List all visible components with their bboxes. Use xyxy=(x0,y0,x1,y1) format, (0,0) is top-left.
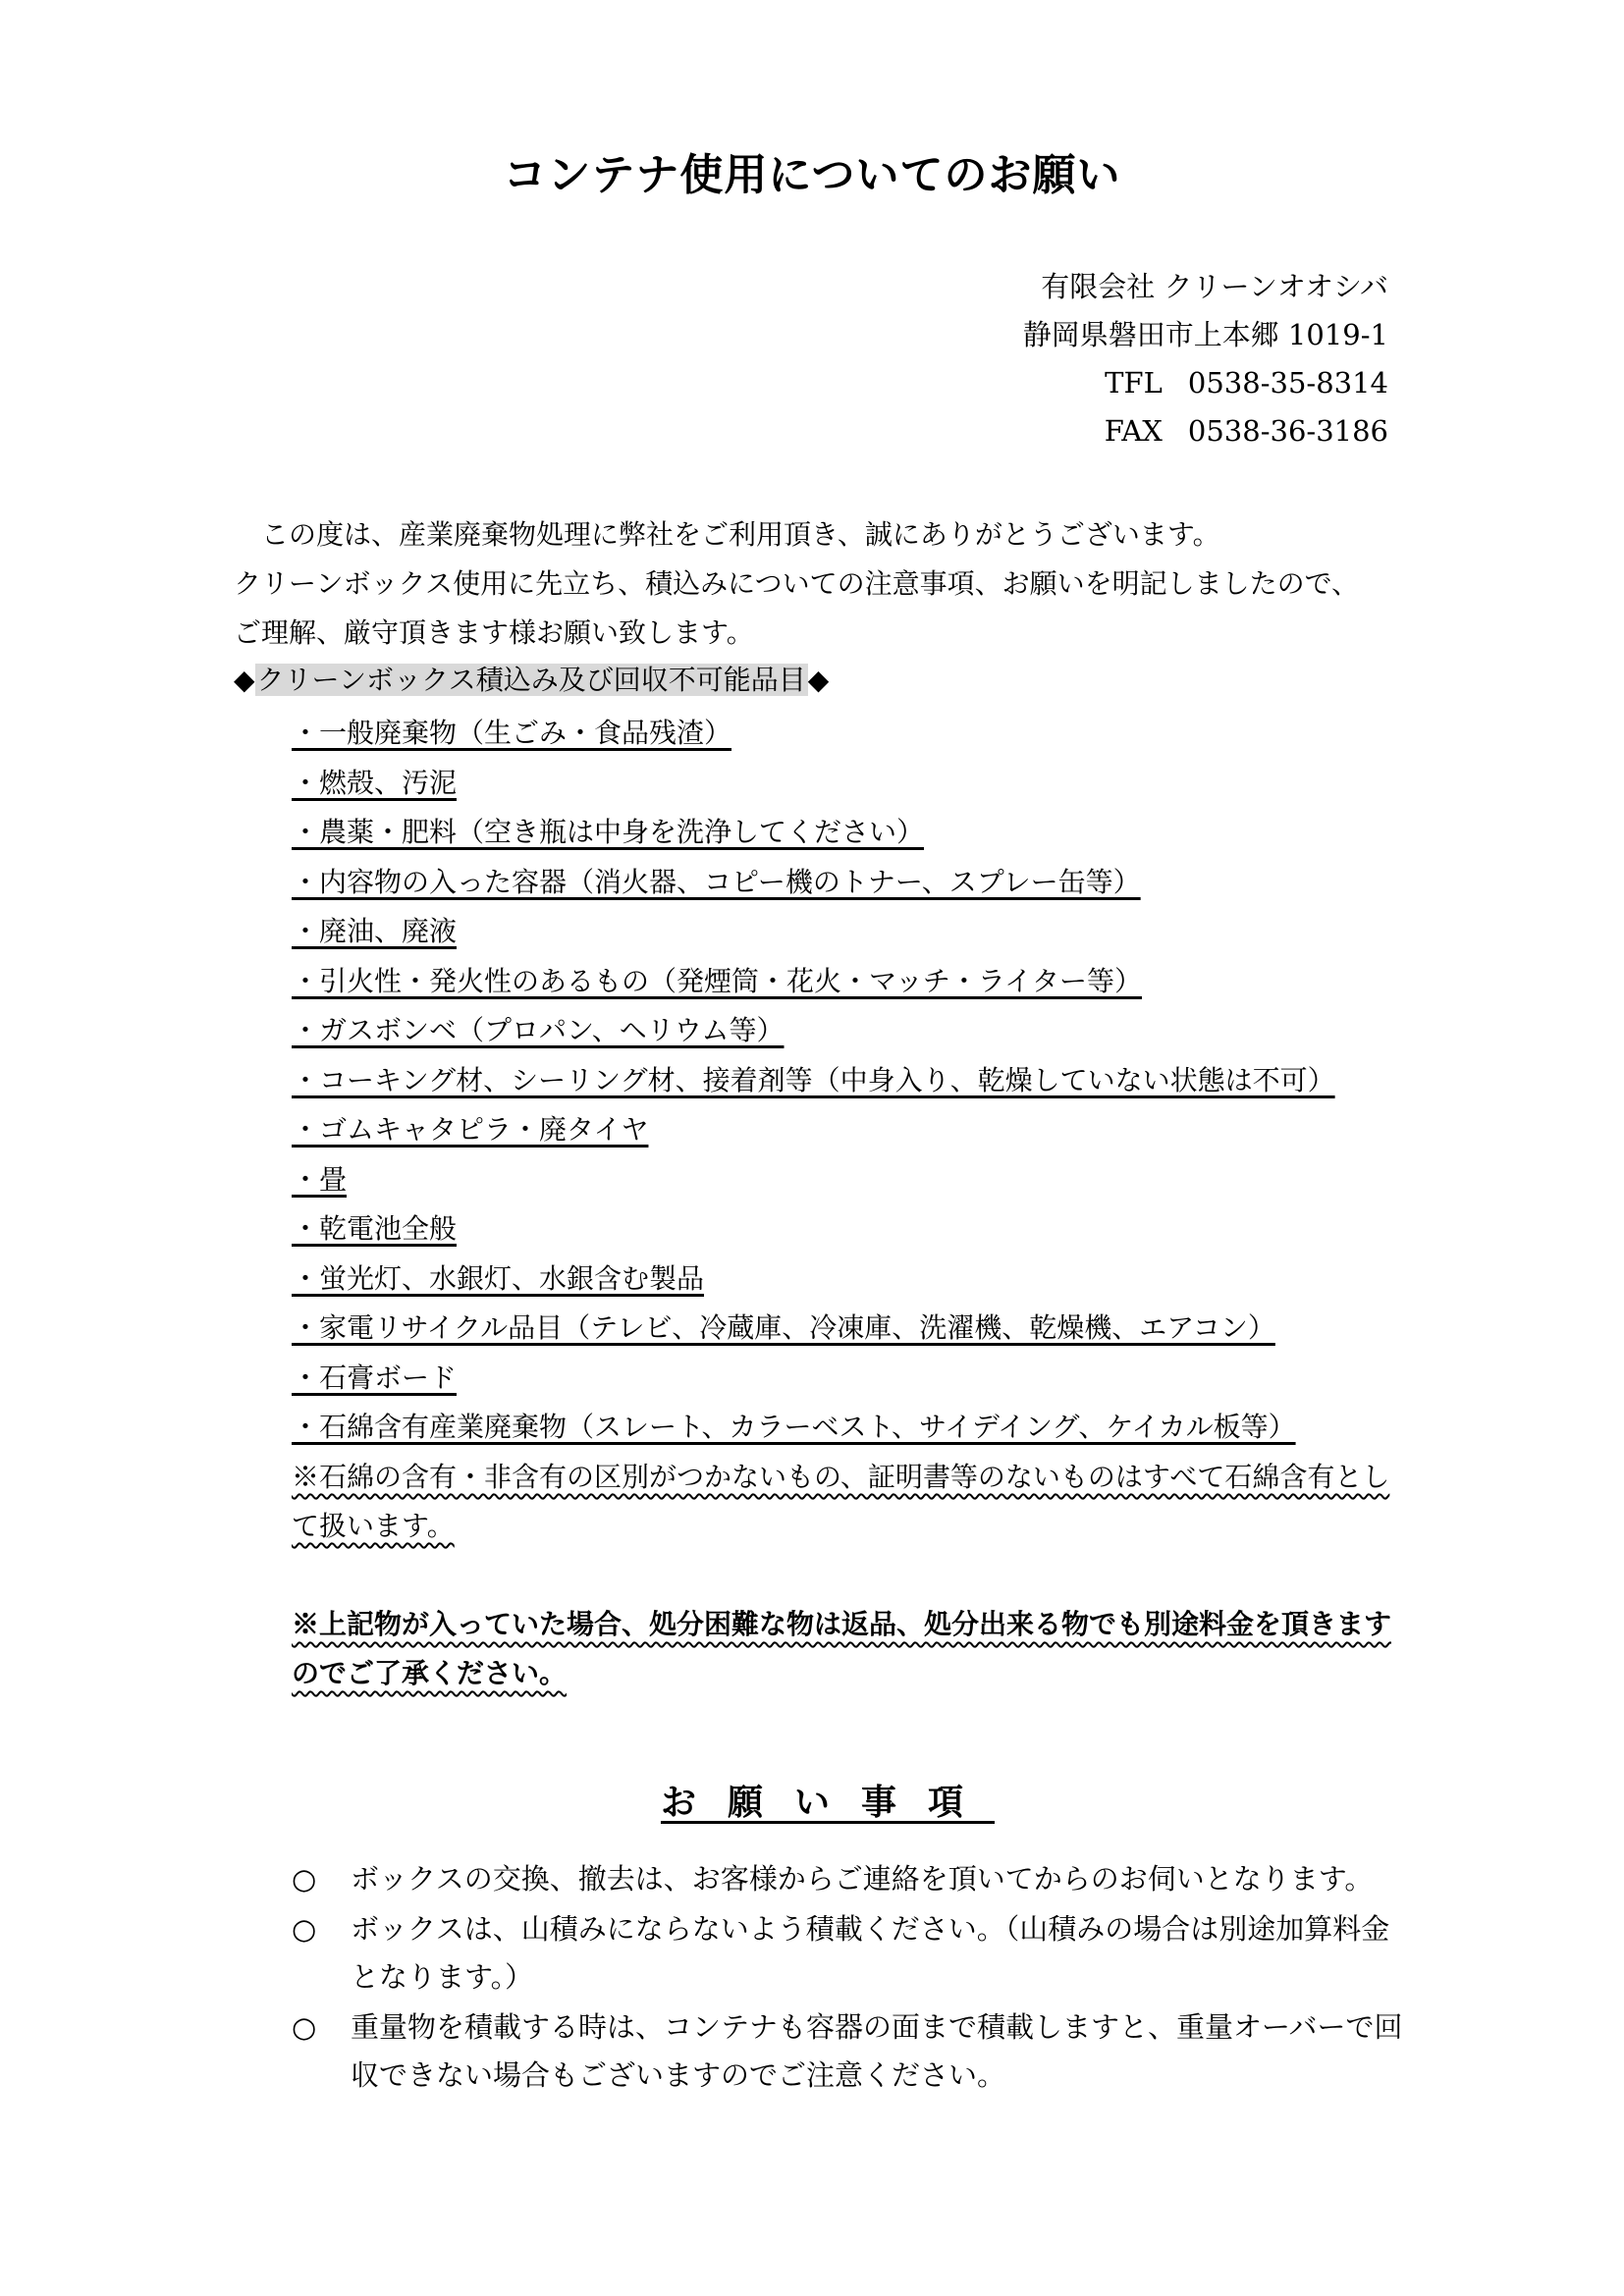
circle-bullet-icon: ○ xyxy=(292,2010,317,2044)
list-item: ○ ボックスは、山積みにならないよう積載ください。（山積みの場合は別途加算料金となります。） xyxy=(292,1905,1411,2002)
prohibited-list xyxy=(292,709,1411,1453)
circle-bullet-icon: ○ xyxy=(292,1862,317,1896)
list-item: ・引火性・発火性のあるもの（発煙筒・花火・マッチ・ライター等） xyxy=(292,964,1143,997)
list-item: ・ガスボンベ（プロパン、ヘリウム等） xyxy=(292,1014,785,1046)
list-item: ・石膏ボード xyxy=(292,1361,458,1394)
tel-label: TFL xyxy=(1105,366,1163,400)
fax-number: 0538-36-3186 xyxy=(1187,414,1388,448)
prohibited-heading xyxy=(234,658,829,703)
intro-line: ご理解、厳守頂きます様お願い致します。 xyxy=(234,616,754,649)
list-item: ・燃殻、汚泥 xyxy=(292,766,458,799)
list-item: ○ 重量物を積載する時は、コンテナも容器の面まで積載しますと、重量オーバーで回収できない場合もございますのでご注意ください。 xyxy=(292,2003,1411,2100)
intro-paragraph xyxy=(234,510,1397,658)
prohibited-heading-text: クリーンボックス積込み及び回収不可能品目 xyxy=(256,664,806,696)
intro-line: この度は、産業廃棄物処理に弊社をご利用頂き、誠にありがとうございます。 xyxy=(234,518,1220,551)
sender-fax xyxy=(799,407,1388,455)
fax-label: FAX xyxy=(1104,414,1163,448)
list-item: ・石綿含有産業廃棄物（スレート、カラーベスト、サイデイング、ケイカル板等） xyxy=(292,1411,1296,1443)
warning-notice: ※上記物が入っていた場合、処分困難な物は返品、処分出来る物でも別途料金を頂きますのでご了承ください。 xyxy=(292,1608,1392,1689)
list-item: ・廃油、廃液 xyxy=(292,915,458,947)
list-item: ・一般廃棄物（生ごみ・食品残渣） xyxy=(292,717,732,749)
tel-number: 0538-35-8314 xyxy=(1187,366,1388,400)
list-item: ・農薬・肥料（空き瓶は中身を洗浄してください） xyxy=(292,816,925,848)
requests-list xyxy=(292,1855,1411,2102)
list-item: ・内容物の入った容器（消火器、コピー機のトナー、スプレー缶等） xyxy=(292,865,1141,898)
asbestos-note: ※石綿の含有・非含有の区別がつかないもの、証明書等のないものはすべて石綿含有として扱います。 xyxy=(292,1461,1390,1542)
list-item: ・蛍光灯、水銀灯、水銀含む製品 xyxy=(292,1261,705,1295)
sender-tel xyxy=(799,359,1388,407)
list-item: ・コーキング材、シーリング材、接着剤等（中身入り、乾燥していない状態は不可） xyxy=(292,1063,1335,1096)
list-item: ○ ボックスの交換、撤去は、お客様からご連絡を頂いてからのお伺いとなります。 xyxy=(292,1855,1411,1903)
sender-address: 静岡県磐田市上本郷 1019-1 xyxy=(1022,318,1388,351)
list-item: ・乾電池全般 xyxy=(292,1212,458,1245)
list-item: ・ゴムキャタピラ・廃タイヤ xyxy=(292,1113,649,1146)
list-item: ・家電リサイクル品目（テレビ、冷蔵庫、冷凍庫、洗濯機、乾燥機、エアコン） xyxy=(292,1311,1275,1344)
diamond-icon: ◆ xyxy=(807,664,830,696)
diamond-icon: ◆ xyxy=(234,664,255,696)
page-title: コンテナ使用についてのお願い xyxy=(503,150,1121,200)
intro-line: クリーンボックス使用に先立ち、積込みについての注意事項、お願いを明記しましたので、 xyxy=(234,567,1360,600)
requests-title: お願い事項 xyxy=(660,1783,995,1823)
list-item: ・畳 xyxy=(292,1162,348,1196)
sender-company: 有限会社 クリーンオオシバ xyxy=(1041,270,1388,303)
circle-bullet-icon: ○ xyxy=(292,1912,317,1946)
sender-block xyxy=(799,263,1388,455)
